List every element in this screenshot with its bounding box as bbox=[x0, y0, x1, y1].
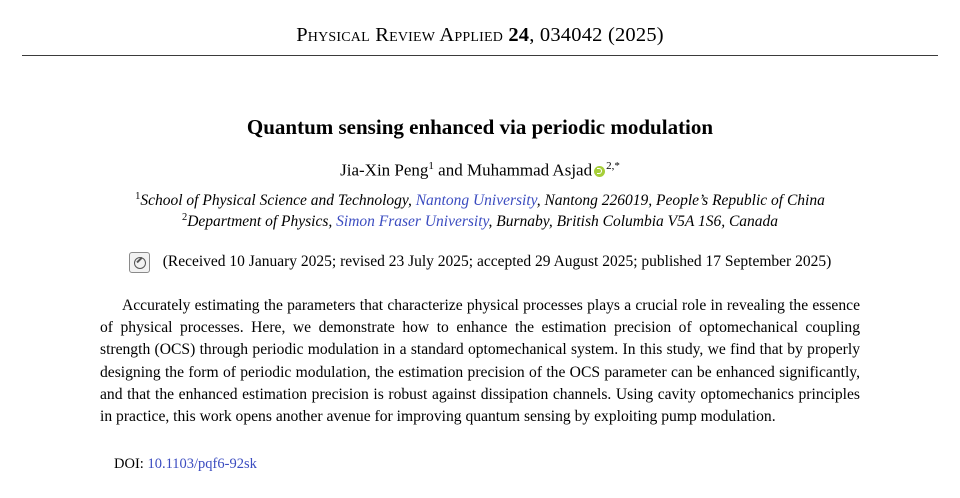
orcid-icon[interactable] bbox=[594, 166, 605, 177]
journal-comma: , bbox=[529, 24, 540, 46]
author-second-affiliation-marker: 2, bbox=[606, 160, 615, 172]
doi-line bbox=[114, 456, 960, 473]
affiliation-block bbox=[0, 190, 960, 233]
doi-link[interactable]: 10.1103/pqf6-92sk bbox=[147, 455, 257, 472]
abstract-body: Accurately estimating the parameters that characterize physical processes plays a crucial role in revealing the essence of physical processes. Here, we demonstrate how to enhance the estimation precision of optomechanical coupling strength (OCS) through periodic modulation in a standard optomechanical system. In this study, we find that by properly designing the form of periodic modulation, the estimation precision of the OCS parameter can be enhanced significantly, and that the enhanced estimation precision is robust against dissipation channels. Using cavity optomechanics principles in practice, this work opens another avenue for improving quantum sensing by exploiting pump modulation. bbox=[100, 296, 860, 426]
journal-year: (2025) bbox=[607, 24, 664, 46]
author-list bbox=[0, 160, 960, 181]
affiliation-1-institution-link[interactable]: Nantong University bbox=[415, 191, 537, 209]
journal-article-number: 034042 bbox=[539, 24, 603, 46]
affiliation-1-marker: 1 bbox=[135, 190, 141, 202]
affiliation-1 bbox=[0, 190, 960, 212]
publication-dates-row bbox=[0, 252, 960, 273]
crossmark-icon[interactable] bbox=[129, 252, 150, 273]
corresponding-author-marker[interactable]: * bbox=[614, 160, 620, 172]
journal-header bbox=[0, 0, 960, 47]
abstract-text bbox=[100, 295, 860, 429]
doi-label: DOI: bbox=[114, 455, 148, 472]
affiliation-2-post: , Burnaby, British Columbia V5A 1S6, Canada bbox=[488, 213, 779, 231]
journal-name: Physical Review Applied bbox=[296, 24, 504, 46]
publication-dates: (Received 10 January 2025; revised 23 July 2025; accepted 29 August 2025; published 17 September 2025) bbox=[162, 253, 832, 271]
author-conjunction: and bbox=[438, 160, 463, 180]
affiliation-2-marker: 2 bbox=[181, 212, 188, 224]
affiliation-2 bbox=[0, 211, 960, 233]
affiliation-1-post: , Nantong 226019, People’s Republic of China bbox=[536, 191, 825, 209]
journal-volume: 24 bbox=[508, 24, 530, 46]
affiliation-2-institution-link[interactable]: Simon Fraser University bbox=[336, 213, 489, 231]
header-divider bbox=[22, 55, 938, 56]
affiliation-2-pre: Department of Physics, bbox=[187, 213, 337, 231]
author-second: Muhammad Asjad bbox=[466, 160, 593, 180]
affiliation-1-pre: School of Physical Science and Technology, bbox=[140, 191, 416, 209]
page-title: Quantum sensing enhanced via periodic modulation bbox=[246, 115, 714, 139]
author-first-affiliation-marker: 1 bbox=[428, 160, 434, 172]
author-first: Jia-Xin Peng bbox=[340, 160, 429, 180]
